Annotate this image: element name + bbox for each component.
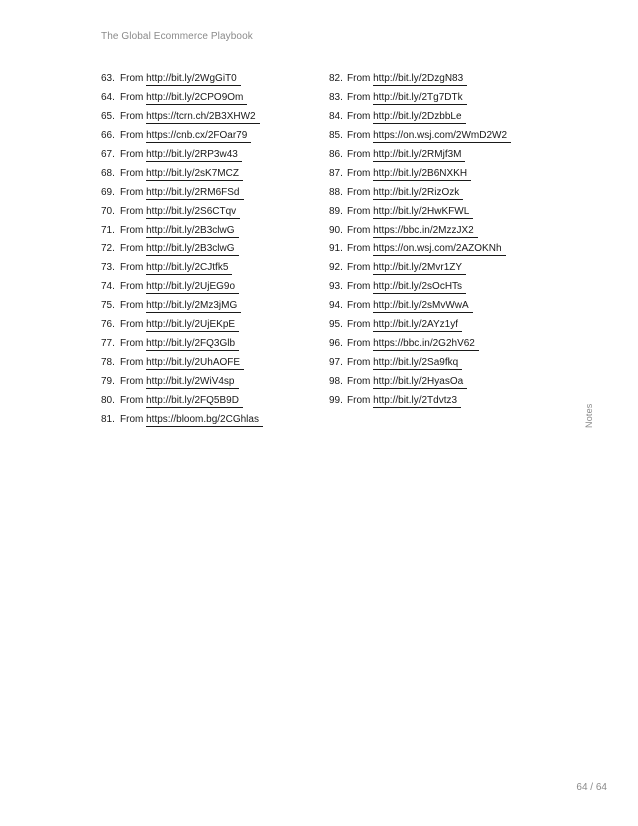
note-prefix: From (347, 281, 371, 293)
note-prefix: From (120, 129, 144, 141)
notes-column-right (329, 72, 559, 413)
note-number: 72. (101, 243, 115, 255)
note-link[interactable]: https://bbc.in/2G2hV62 (373, 338, 479, 351)
note-number: 94. (329, 300, 343, 312)
note-number: 75. (101, 300, 115, 312)
note-link[interactable]: http://bit.ly/2WiV4sp (146, 376, 238, 389)
note-item (329, 394, 559, 413)
note-prefix: From (347, 224, 371, 236)
page-number: 64 / 64 (576, 782, 607, 793)
note-link[interactable]: http://bit.ly/2UhAOFE (146, 357, 244, 370)
note-item (329, 224, 559, 243)
note-number: 87. (329, 167, 343, 179)
note-link[interactable]: https://tcrn.ch/2B3XHW2 (146, 111, 260, 124)
note-number: 85. (329, 129, 343, 141)
note-prefix: From (120, 357, 144, 369)
note-item (329, 242, 559, 261)
note-number: 91. (329, 243, 343, 255)
note-link[interactable]: http://bit.ly/2sOcHTs (373, 281, 466, 294)
note-prefix: From (347, 394, 371, 406)
note-prefix: From (347, 319, 371, 331)
note-item (329, 337, 559, 356)
note-prefix: From (120, 281, 144, 293)
note-link[interactable]: http://bit.ly/2RM6FSd (146, 187, 243, 200)
note-prefix: From (347, 73, 371, 84)
note-link[interactable]: http://bit.ly/2WgGiT0 (146, 73, 241, 86)
note-prefix: From (347, 262, 371, 274)
note-number: 79. (101, 376, 115, 387)
note-link[interactable]: http://bit.ly/2RP3w43 (146, 149, 242, 162)
note-link[interactable]: https://on.wsj.com/2WmD2W2 (373, 130, 511, 143)
note-item (329, 186, 559, 205)
note-number: 66. (101, 129, 115, 141)
note-link[interactable]: http://bit.ly/2B3clwG (146, 243, 238, 256)
note-prefix: From (120, 224, 144, 236)
note-item (329, 129, 559, 148)
note-prefix: From (347, 205, 371, 217)
notes-side-label: Notes (584, 403, 594, 428)
note-number: 69. (101, 186, 115, 198)
note-item (101, 242, 321, 261)
note-item (329, 167, 559, 186)
note-prefix: From (347, 338, 371, 350)
note-link[interactable]: http://bit.ly/2Mz3jMG (146, 300, 241, 313)
note-prefix: From (347, 91, 371, 103)
note-prefix: From (347, 243, 371, 255)
note-prefix: From (120, 394, 144, 406)
note-number: 64. (101, 91, 115, 103)
note-prefix: From (120, 110, 144, 122)
note-link[interactable]: https://on.wsj.com/2AZOKNh (373, 243, 505, 256)
note-link[interactable]: http://bit.ly/2CPO9Om (146, 92, 247, 105)
note-prefix: From (120, 73, 144, 84)
note-number: 77. (101, 338, 115, 350)
note-number: 68. (101, 167, 115, 179)
note-number: 99. (329, 394, 343, 406)
note-item (101, 375, 321, 394)
note-item (101, 413, 321, 432)
note-link[interactable]: http://bit.ly/2B3clwG (146, 225, 238, 238)
note-number: 82. (329, 73, 343, 84)
note-prefix: From (347, 376, 371, 387)
note-item (101, 337, 321, 356)
note-prefix: From (347, 357, 371, 369)
note-link[interactable]: http://bit.ly/2DzgN83 (373, 73, 467, 86)
note-item (329, 261, 559, 280)
note-link[interactable]: http://bit.ly/2RMjf3M (373, 149, 465, 162)
note-link[interactable]: http://bit.ly/2FQ3Glb (146, 338, 239, 351)
note-item (101, 148, 321, 167)
note-item (329, 148, 559, 167)
note-item (329, 280, 559, 299)
note-number: 78. (101, 357, 115, 369)
note-link[interactable]: http://bit.ly/2DzbbLe (373, 111, 465, 124)
document-header: The Global Ecommerce Playbook (101, 31, 253, 42)
note-item (101, 129, 321, 148)
note-item (101, 167, 321, 186)
note-item (329, 356, 559, 375)
note-link[interactable]: http://bit.ly/2sMvWwA (373, 300, 473, 313)
note-number: 67. (101, 148, 115, 160)
note-link[interactable]: https://cnb.cx/2FOar79 (146, 130, 251, 143)
note-number: 95. (329, 319, 343, 331)
note-item (101, 91, 321, 110)
note-prefix: From (347, 129, 371, 141)
note-prefix: From (120, 413, 144, 425)
note-item (329, 205, 559, 224)
note-item (101, 261, 321, 280)
note-link[interactable]: http://bit.ly/2sK7MCZ (146, 168, 243, 181)
note-link[interactable]: http://bit.ly/2Tdvtz3 (373, 395, 461, 408)
note-link[interactable]: http://bit.ly/2S6CTqv (146, 206, 240, 219)
note-link[interactable]: http://bit.ly/2Sa9fkq (373, 357, 462, 370)
note-number: 71. (101, 224, 115, 236)
note-item (101, 280, 321, 299)
note-link[interactable]: http://bit.ly/2UjEKpE (146, 319, 239, 332)
note-number: 90. (329, 224, 343, 236)
note-prefix: From (120, 376, 144, 387)
note-link[interactable]: https://bloom.bg/2CGhlas (146, 414, 263, 427)
note-link[interactable]: http://bit.ly/2FQ5B9D (146, 395, 243, 408)
note-number: 74. (101, 281, 115, 293)
note-number: 83. (329, 91, 343, 103)
note-link[interactable]: https://bbc.in/2MzzJX2 (373, 225, 478, 238)
note-number: 63. (101, 73, 115, 84)
note-item (101, 186, 321, 205)
notes-column-left (101, 72, 321, 432)
note-prefix: From (120, 186, 144, 198)
note-prefix: From (120, 300, 144, 312)
note-number: 97. (329, 357, 343, 369)
note-prefix: From (347, 300, 371, 312)
note-prefix: From (120, 319, 144, 331)
note-number: 89. (329, 205, 343, 217)
note-number: 70. (101, 205, 115, 217)
note-item (101, 318, 321, 337)
note-prefix: From (120, 262, 144, 274)
note-item (329, 318, 559, 337)
note-item (329, 72, 559, 91)
note-prefix: From (347, 167, 371, 179)
note-number: 81. (101, 413, 115, 425)
note-item (101, 110, 321, 129)
note-number: 86. (329, 148, 343, 160)
note-item (101, 72, 321, 91)
note-item (329, 91, 559, 110)
note-prefix: From (347, 148, 371, 160)
note-link[interactable]: http://bit.ly/2HyasOa (373, 376, 467, 389)
note-prefix: From (347, 110, 371, 122)
note-number: 96. (329, 338, 343, 350)
note-item (101, 299, 321, 318)
note-prefix: From (120, 167, 144, 179)
note-item (101, 356, 321, 375)
note-item (101, 205, 321, 224)
note-link[interactable]: http://bit.ly/2CJtfk5 (146, 262, 232, 275)
note-prefix: From (120, 148, 144, 160)
note-number: 76. (101, 319, 115, 331)
note-prefix: From (120, 338, 144, 350)
note-link[interactable]: http://bit.ly/2Tg7DTk (373, 92, 466, 105)
note-number: 84. (329, 110, 343, 122)
note-link[interactable]: http://bit.ly/2B6NXKH (373, 168, 471, 181)
note-item (101, 224, 321, 243)
note-prefix: From (347, 186, 371, 198)
note-prefix: From (120, 91, 144, 103)
note-number: 65. (101, 110, 115, 122)
note-prefix: From (120, 205, 144, 217)
note-number: 80. (101, 394, 115, 406)
note-number: 92. (329, 262, 343, 274)
note-item (329, 299, 559, 318)
note-prefix: From (120, 243, 144, 255)
note-number: 93. (329, 281, 343, 293)
note-number: 88. (329, 186, 343, 198)
note-number: 73. (101, 262, 115, 274)
note-number: 98. (329, 376, 343, 387)
note-link[interactable]: http://bit.ly/2AYz1yf (373, 319, 462, 332)
note-item (329, 110, 559, 129)
note-link[interactable]: http://bit.ly/2UjEG9o (146, 281, 239, 294)
note-item (101, 394, 321, 413)
note-item (329, 375, 559, 394)
note-link[interactable]: http://bit.ly/2Mvr1ZY (373, 262, 466, 275)
note-link[interactable]: http://bit.ly/2HwKFWL (373, 206, 473, 219)
note-link[interactable]: http://bit.ly/2RizOzk (373, 187, 463, 200)
